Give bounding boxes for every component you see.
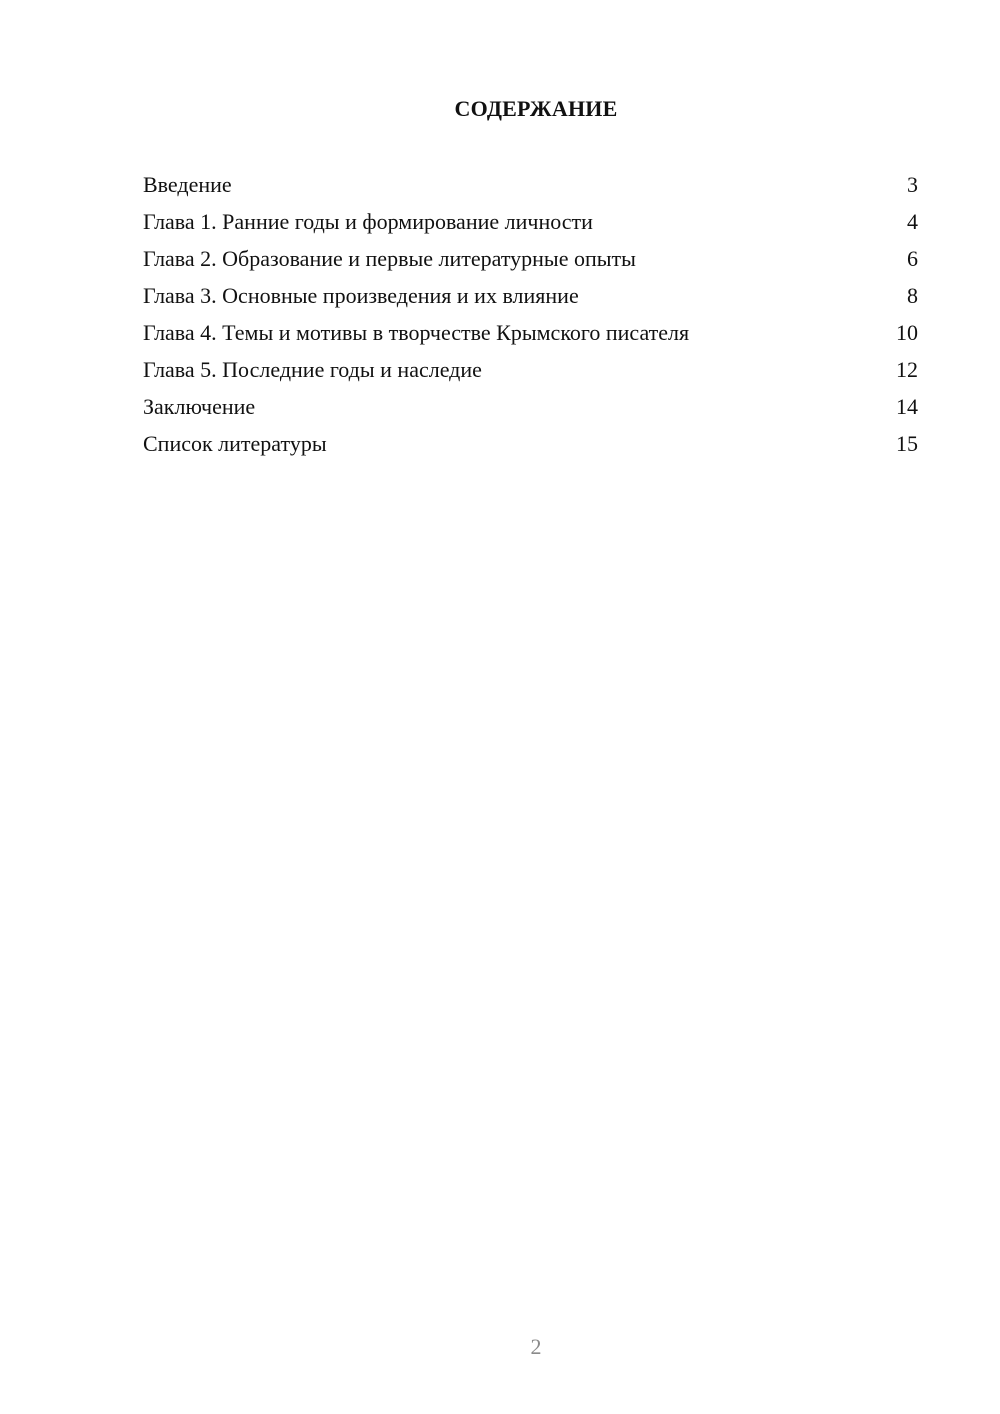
toc-item-title: Глава 2. Образование и первые литературные опыты bbox=[143, 246, 636, 271]
toc-item-title: Список литературы bbox=[143, 431, 327, 456]
table-of-contents bbox=[143, 166, 918, 462]
toc-item bbox=[143, 166, 918, 203]
page-title: СОДЕРЖАНИЕ bbox=[454, 96, 618, 121]
toc-item bbox=[143, 425, 918, 462]
toc-item-page: 15 bbox=[896, 431, 918, 456]
toc-item bbox=[143, 351, 918, 388]
toc-item-page: 8 bbox=[907, 283, 918, 308]
toc-item-title: Заключение bbox=[143, 394, 256, 419]
toc-item bbox=[143, 203, 918, 240]
toc-item-title: Введение bbox=[143, 172, 232, 197]
toc-item-page: 4 bbox=[907, 209, 918, 234]
page-number: 2 bbox=[530, 1334, 542, 1359]
toc-item-page: 14 bbox=[896, 394, 918, 419]
toc-item-page: 6 bbox=[907, 246, 918, 271]
toc-item bbox=[143, 314, 918, 351]
toc-item-title: Глава 4. Темы и мотивы в творчестве Крымского писателя bbox=[143, 320, 690, 345]
toc-item-page: 10 bbox=[896, 320, 918, 345]
toc-item-title: Глава 1. Ранние годы и формирование личности bbox=[143, 209, 593, 234]
toc-item bbox=[143, 388, 918, 425]
toc-item-title: Глава 3. Основные произведения и их влияние bbox=[143, 283, 579, 308]
toc-item bbox=[143, 240, 918, 277]
toc-item-page: 3 bbox=[907, 172, 918, 197]
toc-item-title: Глава 5. Последние годы и наследие bbox=[143, 357, 482, 382]
toc-item-page: 12 bbox=[896, 357, 918, 382]
toc-item bbox=[143, 277, 918, 314]
